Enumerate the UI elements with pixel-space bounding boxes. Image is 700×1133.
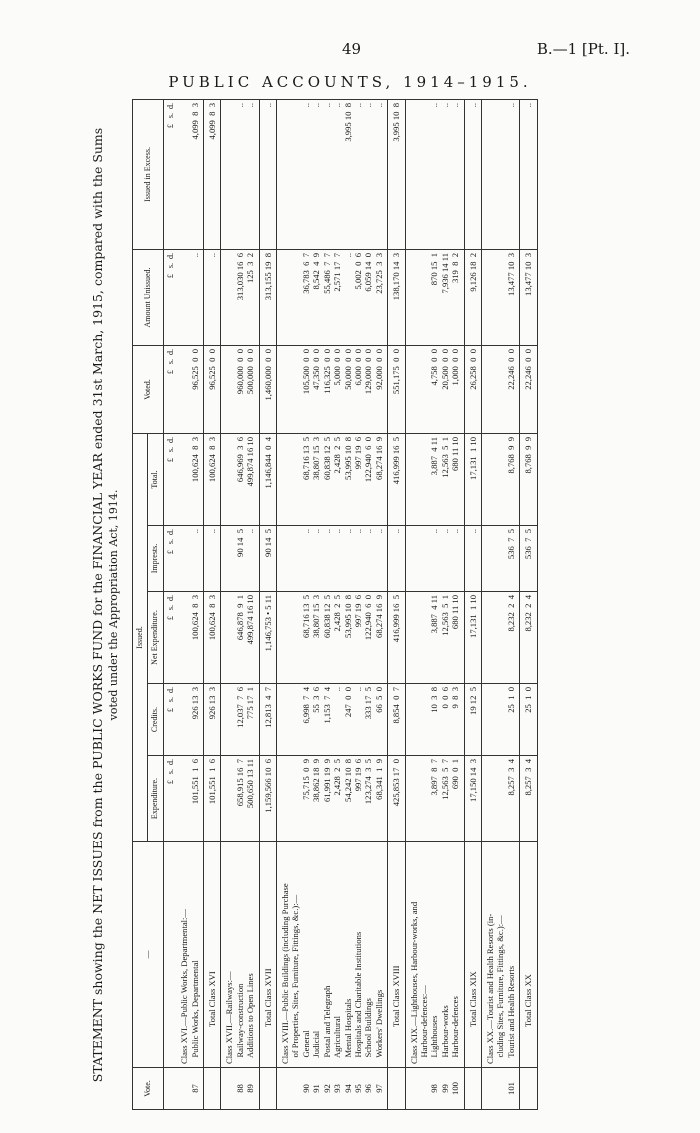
class-total-row — [520, 99, 537, 1109]
voted-cell: 96,525 0 0 — [176, 345, 203, 433]
class-description: Class XIX.—Lighthouses, Harbour-works, and Harbour-defences:— Lighthouses Harbour-works Harbour-defences — [405, 842, 464, 1068]
net-cell: 100,624 8 3 — [176, 592, 203, 684]
credits-cell: 926 13 3 — [204, 684, 221, 756]
imprests-cell: .. — [176, 526, 203, 592]
vote-numbers: 90 91 92 93 94 95 96 97 — [277, 1068, 388, 1110]
page-number: 49 — [342, 40, 362, 58]
credits-cell: 25 1 0 — [481, 684, 519, 756]
units-label: £ s. d. — [163, 249, 176, 345]
class-row — [405, 99, 464, 1109]
col-imprests: Imprests. — [148, 526, 163, 592]
imprests-cell: .. — [388, 526, 405, 592]
unissued-cell: 13,477 10 3 — [520, 249, 537, 345]
col-excess: Issued in Excess. — [133, 99, 164, 249]
voted-cell: 105,500 0 0 47,350 0 0 116,325 0 0 5,000 0 0 50,000 0 0 6,000 0 0 129,000 0 0 92,000 0 0 — [277, 345, 388, 433]
excess-cell: .. — [520, 99, 537, 249]
net-issues-table — [132, 99, 538, 1110]
class-row — [481, 99, 519, 1109]
net-cell: 8,232 2 4 — [481, 592, 519, 684]
total-label: Total Class XVII — [259, 842, 276, 1068]
units-label: £ s. d. — [163, 99, 176, 249]
unissued-cell: 870 15 1 7,936 14 11 319 8 2 — [405, 249, 464, 345]
unissued-cell: 313,030 16 6 125 3 2 — [221, 249, 259, 345]
total-cell: 8,768 9 9 — [481, 433, 519, 525]
unissued-cell: 313,155 19 8 — [259, 249, 276, 345]
total-cell: 100,624 8 3 — [204, 433, 221, 525]
header-row-1 — [133, 99, 148, 1109]
net-cell: 17,131 1 10 — [464, 592, 481, 684]
expenditure-cell: 17,150 14 3 — [464, 756, 481, 842]
units-label: £ s. d. — [163, 345, 176, 433]
imprests-cell: .. .. .. — [405, 526, 464, 592]
imprests-cell: 90 14 5 — [259, 526, 276, 592]
units-label: £ s. d. — [163, 433, 176, 525]
expenditure-cell: 8,257 3 4 — [520, 756, 537, 842]
col-credits: Credits. — [148, 684, 163, 756]
col-description: — — [133, 842, 164, 1068]
credits-cell: 6,998 7 4 55 3 6 1,153 7 4 .. 247 0 0 .. 333 17 5 66 5 0 — [277, 684, 388, 756]
credits-cell: 12,037 7 6 775 17 1 — [221, 684, 259, 756]
class-row — [277, 99, 388, 1109]
credits-cell: 926 13 3 — [176, 684, 203, 756]
imprests-cell: 90 14 5 .. — [221, 526, 259, 592]
total-label: Total Class XVIII — [388, 842, 405, 1068]
total-label: Total Class XIX — [464, 842, 481, 1068]
total-cell: 1,146,844 0 4 — [259, 433, 276, 525]
imprests-cell: .. — [464, 526, 481, 592]
credits-cell: 12,813 4 7 — [259, 684, 276, 756]
net-cell: 3,887 4 11 12,563 5 1 680 11 10 — [405, 592, 464, 684]
imprests-cell: .. — [204, 526, 221, 592]
expenditure-cell: 1,159,566 10 6 — [259, 756, 276, 842]
col-vote: Vote. — [133, 1068, 164, 1110]
credits-cell: 25 1 0 — [520, 684, 537, 756]
vote-numbers: 87 — [176, 1068, 203, 1110]
class-description: Class XVI.—Public Works, Departmental:— Public Works, Departmental — [176, 842, 203, 1068]
excess-cell: .. — [481, 99, 519, 249]
voted-cell: 96,525 0 0 — [204, 345, 221, 433]
col-total: Total. — [148, 433, 163, 525]
excess-cell: 4,099 8 3 — [176, 99, 203, 249]
vote-numbers: 98 99 100 — [405, 1068, 464, 1110]
voted-cell: 22,246 0 0 — [520, 345, 537, 433]
unissued-cell: 36,783 6 7 8,542 4 9 55,486 7 7 2,571 17 7 .. 5,002 0 6 6,059 14 0 23,725 3 3 — [277, 249, 388, 345]
excess-cell: .. .. .. — [405, 99, 464, 249]
imprests-cell: .. .. .. .. .. .. .. .. — [277, 526, 388, 592]
units-label: £ s. d. — [163, 756, 176, 842]
unissued-cell: 13,477 10 3 — [481, 249, 519, 345]
statement-heading — [90, 100, 122, 1110]
units-row — [163, 99, 176, 1109]
statement-title: STATEMENT showing the NET ISSUES from the PUBLIC WORKS FUND for the FINANCIAL YEAR ended 31st March, 1915, compared with the Sums — [90, 127, 105, 1083]
page-title: PUBLIC ACCOUNTS, 1914–1915. — [168, 73, 532, 91]
col-voted: Voted. — [133, 345, 164, 433]
col-issued: Issued. — [133, 433, 148, 841]
voted-cell: 1,460,000 0 0 — [259, 345, 276, 433]
total-label: Total Class XVI — [204, 842, 221, 1068]
net-cell: 100,624 8 3 — [204, 592, 221, 684]
col-expenditure: Expenditure. — [148, 756, 163, 842]
excess-cell: .. — [259, 99, 276, 249]
net-cell: 68,716 13 5 38,807 15 3 60,838 12 5 2,428 2 5 53,995 10 8 997 19 6 122,940 6 0 68,274 16 9 — [277, 592, 388, 684]
total-cell: 100,624 8 3 — [176, 433, 203, 525]
expenditure-cell: 3,897 8 7 12,563 5 7 690 0 1 — [405, 756, 464, 842]
class-row — [221, 99, 259, 1109]
net-cell: 646,878 9 1 499,874 16 10 — [221, 592, 259, 684]
net-cell: 8,232 2 4 — [520, 592, 537, 684]
imprests-cell: 536 7 5 — [481, 526, 519, 592]
units-label: £ s. d. — [163, 526, 176, 592]
voted-cell: 4,758 0 0 20,500 0 0 1,000 0 0 — [405, 345, 464, 433]
total-cell: 3,887 4 11 12,563 5 1 680 11 10 — [405, 433, 464, 525]
unissued-cell: 9,126 18 2 — [464, 249, 481, 345]
expenditure-cell: 75,715 0 9 38,862 18 9 61,991 19 9 2,428 2 5 54,242 10 8 997 19 6 123,274 3 5 68,341 1 9 — [277, 756, 388, 842]
total-cell: 416,999 16 5 — [388, 433, 405, 525]
unissued-cell: .. — [204, 249, 221, 345]
col-unissued: Amount Unissued. — [133, 249, 164, 345]
vote-numbers: 88 89 — [221, 1068, 259, 1110]
expenditure-cell: 658,915 16 7 500,650 13 11 — [221, 756, 259, 842]
voted-cell: 960,000 0 0 500,000 0 0 — [221, 345, 259, 433]
class-row — [176, 99, 203, 1109]
total-label: Total Class XX — [520, 842, 537, 1068]
excess-cell: .. — [464, 99, 481, 249]
credits-cell: 8,854 0 7 — [388, 684, 405, 756]
imprests-cell: 536 7 5 — [520, 526, 537, 592]
units-label: £ s. d. — [163, 592, 176, 684]
excess-cell: 4,099 8 3 — [204, 99, 221, 249]
class-total-row — [204, 99, 221, 1109]
expenditure-cell: 101,551 1 6 — [204, 756, 221, 842]
unissued-cell: 138,170 14 3 — [388, 249, 405, 345]
rotated-statement — [90, 100, 630, 1110]
col-net-expenditure: Net Expenditure. — [148, 592, 163, 684]
total-cell: 646,969 3 6 499,874 16 10 — [221, 433, 259, 525]
statement-subtitle: voted under the Appropriation Act, 1914. — [107, 489, 120, 721]
units-label: £ s. d. — [163, 684, 176, 756]
class-description: Class XVIII.—Public Buildings (including Purchase of Properties, Sites, Furniture, Fittings, &c.):— General Judicial Postal and Telegraph Agricultural Mental Hospitals Hospitals and Charitable Institutions School Buildings Workers' Dwellings — [277, 842, 388, 1068]
voted-cell: 551,175 0 0 — [388, 345, 405, 433]
voted-cell: 26,258 0 0 — [464, 345, 481, 433]
total-cell: 8,768 9 9 — [520, 433, 537, 525]
class-description: Class XX.—Tourist and Health Resorts (in- cluding Sites, Furniture, Fittings, &c.):— Tourist and Health Resorts — [481, 842, 519, 1068]
unissued-cell: .. — [176, 249, 203, 345]
excess-cell: .. .. — [221, 99, 259, 249]
class-description: Class XVII.—Railways:— Railway-construction Additions to Open Lines — [221, 842, 259, 1068]
expenditure-cell: 101,551 1 6 — [176, 756, 203, 842]
expenditure-cell: 8,257 3 4 — [481, 756, 519, 842]
class-total-row — [464, 99, 481, 1109]
net-cell: 416,999 16 5 — [388, 592, 405, 684]
vote-numbers: 101 — [481, 1068, 519, 1110]
net-cell: 1,146,753 • 5 11 — [259, 592, 276, 684]
excess-cell: 3,995 10 8 — [388, 99, 405, 249]
class-total-row — [388, 99, 405, 1109]
credits-cell: 19 12 5 — [464, 684, 481, 756]
credits-cell: 10 3 8 0 0 6 9 8 3 — [405, 684, 464, 756]
excess-cell: .. .. .. .. 3,995 10 8 .. .. .. — [277, 99, 388, 249]
total-cell: 17,131 1 10 — [464, 433, 481, 525]
document-reference: B.—1 [Pt. I]. — [536, 40, 630, 58]
class-total-row — [259, 99, 276, 1109]
voted-cell: 22,246 0 0 — [481, 345, 519, 433]
expenditure-cell: 425,853 17 0 — [388, 756, 405, 842]
total-cell: 68,716 13 5 38,807 15 3 60,838 12 5 2,428 2 5 53,995 10 8 997 19 6 122,940 6 0 68,274 16 9 — [277, 433, 388, 525]
